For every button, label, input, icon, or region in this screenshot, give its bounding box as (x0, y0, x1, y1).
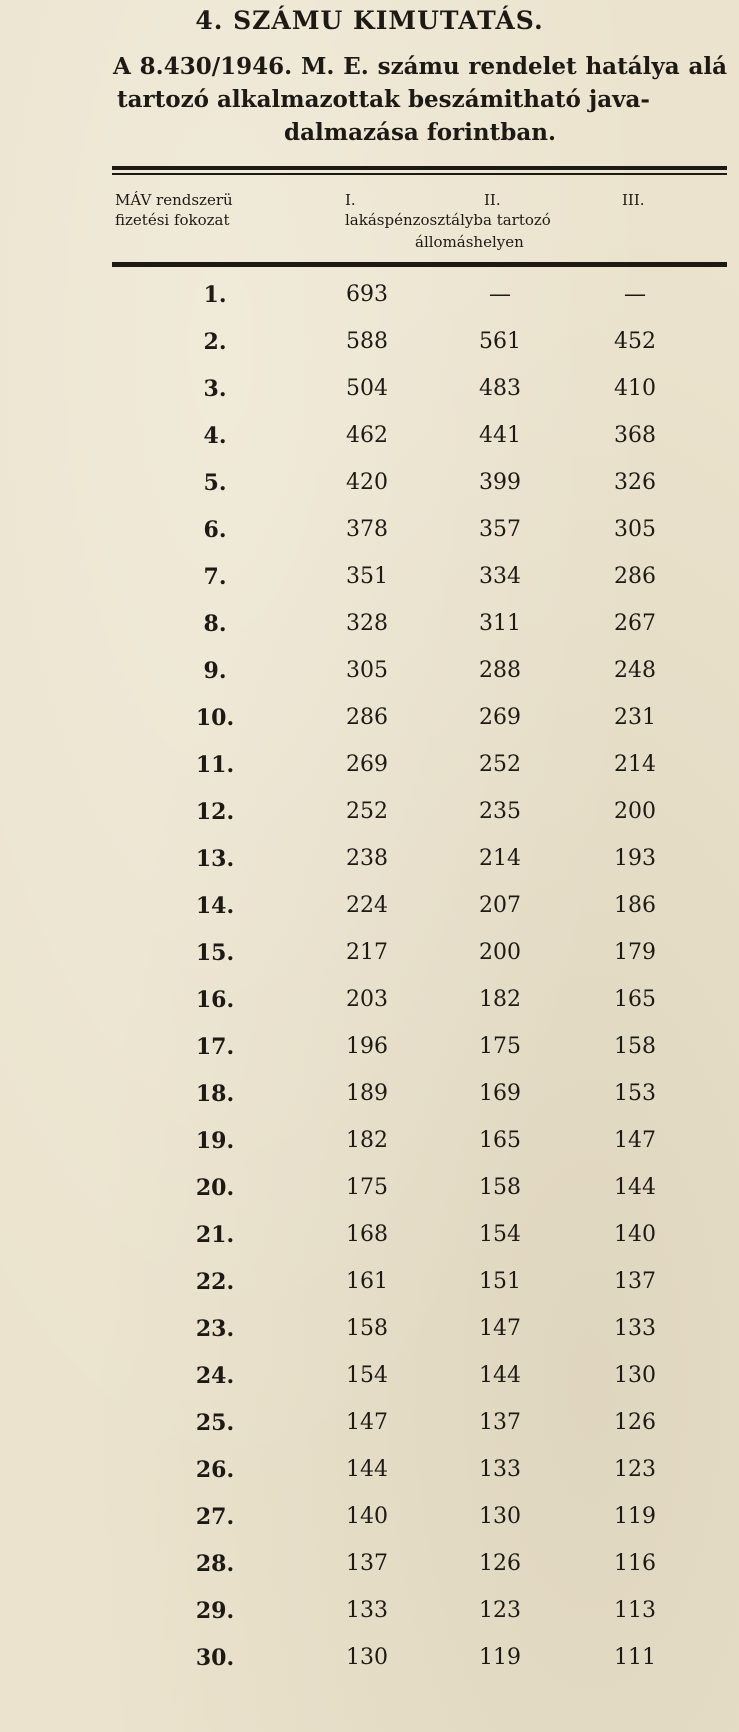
table-row (0, 1547, 739, 1594)
value-cell-i: 351 (346, 564, 388, 589)
table-row (0, 654, 739, 701)
table-row (0, 1312, 739, 1359)
value-cell-i: 328 (346, 611, 388, 636)
grade-cell: 15. (195, 940, 235, 966)
table-row (0, 607, 739, 654)
value-cell-ii: 123 (479, 1598, 521, 1623)
column-header-grade-line2: fizetési fokozat (115, 211, 230, 229)
value-cell-i: 182 (346, 1128, 388, 1153)
value-cell-ii: 154 (479, 1222, 521, 1247)
table-row (0, 1453, 739, 1500)
value-cell-i: 158 (346, 1316, 388, 1341)
table-row (0, 1500, 739, 1547)
grade-cell: 11. (195, 752, 235, 778)
table-row (0, 325, 739, 372)
value-cell-iii: 140 (614, 1222, 656, 1247)
value-cell-iii: 193 (614, 846, 656, 871)
value-cell-iii: 410 (614, 376, 656, 401)
grade-cell: 21. (195, 1222, 235, 1248)
value-cell-i: 224 (346, 893, 388, 918)
value-cell-i: 144 (346, 1457, 388, 1482)
value-cell-ii: 334 (479, 564, 521, 589)
value-cell-iii: — (624, 282, 646, 307)
value-cell-iii: 200 (614, 799, 656, 824)
value-cell-iii: 186 (614, 893, 656, 918)
grade-cell: 14. (195, 893, 235, 919)
value-cell-ii: — (489, 282, 511, 307)
value-cell-iii: 286 (614, 564, 656, 589)
value-cell-i: 252 (346, 799, 388, 824)
grade-cell: 29. (195, 1598, 235, 1624)
value-cell-ii: 169 (479, 1081, 521, 1106)
value-cell-iii: 214 (614, 752, 656, 777)
value-cell-i: 305 (346, 658, 388, 683)
value-cell-ii: 151 (479, 1269, 521, 1294)
grade-cell: 8. (203, 611, 227, 637)
value-cell-ii: 441 (479, 423, 521, 448)
table-row (0, 842, 739, 889)
value-cell-i: 168 (346, 1222, 388, 1247)
value-cell-ii: 214 (479, 846, 521, 871)
table-row (0, 513, 739, 560)
value-cell-i: 693 (346, 282, 388, 307)
value-cell-i: 420 (346, 470, 388, 495)
value-cell-i: 154 (346, 1363, 388, 1388)
grade-cell: 5. (203, 470, 227, 496)
header-rule-thin (112, 173, 727, 175)
table-row (0, 372, 739, 419)
value-cell-ii: 158 (479, 1175, 521, 1200)
value-cell-ii: 207 (479, 893, 521, 918)
table-row (0, 748, 739, 795)
grade-cell: 27. (195, 1504, 235, 1530)
grade-cell: 3. (203, 376, 227, 402)
value-cell-iii: 119 (614, 1504, 656, 1529)
table-row (0, 936, 739, 983)
value-cell-i: 140 (346, 1504, 388, 1529)
column-header-span-line1: lakáspénzosztályba tartozó (345, 211, 551, 229)
value-cell-i: 238 (346, 846, 388, 871)
column-header-i: I. (345, 191, 356, 209)
column-header-iii: III. (622, 191, 645, 209)
grade-cell: 30. (195, 1645, 235, 1671)
value-cell-iii: 248 (614, 658, 656, 683)
grade-cell: 26. (195, 1457, 235, 1483)
table-row (0, 1124, 739, 1171)
value-cell-ii: 483 (479, 376, 521, 401)
value-cell-ii: 126 (479, 1551, 521, 1576)
grade-cell: 17. (195, 1034, 235, 1060)
grade-cell: 12. (195, 799, 235, 825)
value-cell-ii: 165 (479, 1128, 521, 1153)
value-cell-iii: 123 (614, 1457, 656, 1482)
value-cell-iii: 126 (614, 1410, 656, 1435)
page-title: 4. SZÁMU KIMUTATÁS. (195, 6, 544, 35)
grade-cell: 22. (195, 1269, 235, 1295)
value-cell-i: 130 (346, 1645, 388, 1670)
value-cell-ii: 561 (479, 329, 521, 354)
value-cell-i: 175 (346, 1175, 388, 1200)
value-cell-ii: 357 (479, 517, 521, 542)
table-row (0, 560, 739, 607)
grade-cell: 24. (195, 1363, 235, 1389)
table-row (0, 278, 739, 325)
data-table-body (0, 278, 739, 1688)
value-cell-i: 588 (346, 329, 388, 354)
value-cell-iii: 130 (614, 1363, 656, 1388)
grade-cell: 28. (195, 1551, 235, 1577)
grade-cell: 1. (203, 282, 227, 308)
value-cell-iii: 144 (614, 1175, 656, 1200)
value-cell-i: 378 (346, 517, 388, 542)
value-cell-i: 217 (346, 940, 388, 965)
table-row (0, 1030, 739, 1077)
table-row (0, 889, 739, 936)
value-cell-ii: 119 (479, 1645, 521, 1670)
grade-cell: 16. (195, 987, 235, 1013)
value-cell-ii: 235 (479, 799, 521, 824)
value-cell-ii: 147 (479, 1316, 521, 1341)
value-cell-i: 203 (346, 987, 388, 1012)
value-cell-i: 196 (346, 1034, 388, 1059)
value-cell-ii: 133 (479, 1457, 521, 1482)
grade-cell: 13. (195, 846, 235, 872)
column-header-ii: II. (484, 191, 501, 209)
value-cell-ii: 288 (479, 658, 521, 683)
value-cell-ii: 144 (479, 1363, 521, 1388)
subtitle-line: A 8.430/1946. M. E. számu rendelet hatálya (113, 53, 680, 80)
value-cell-i: 161 (346, 1269, 388, 1294)
value-cell-ii: 175 (479, 1034, 521, 1059)
grade-cell: 20. (195, 1175, 235, 1201)
value-cell-iii: 137 (614, 1269, 656, 1294)
value-cell-ii: 269 (479, 705, 521, 730)
table-row (0, 466, 739, 513)
value-cell-i: 269 (346, 752, 388, 777)
table-row (0, 419, 739, 466)
table-row (0, 795, 739, 842)
table-row (0, 1171, 739, 1218)
table-row (0, 1406, 739, 1453)
grade-cell: 4. (203, 423, 227, 449)
value-cell-iii: 305 (614, 517, 656, 542)
table-row (0, 1359, 739, 1406)
subtitle-line: alá tartozó alkalmazottak beszámitható java- (117, 53, 727, 113)
value-cell-iii: 231 (614, 705, 656, 730)
value-cell-ii: 200 (479, 940, 521, 965)
grade-cell: 19. (195, 1128, 235, 1154)
table-row (0, 1641, 739, 1688)
value-cell-iii: 147 (614, 1128, 656, 1153)
grade-cell: 18. (195, 1081, 235, 1107)
value-cell-ii: 182 (479, 987, 521, 1012)
header-rule-thick (112, 166, 727, 170)
grade-cell: 23. (195, 1316, 235, 1342)
value-cell-ii: 130 (479, 1504, 521, 1529)
value-cell-iii: 113 (614, 1598, 656, 1623)
grade-cell: 25. (195, 1410, 235, 1436)
table-row (0, 701, 739, 748)
value-cell-iii: 111 (614, 1645, 656, 1670)
grade-cell: 6. (203, 517, 227, 543)
value-cell-ii: 137 (479, 1410, 521, 1435)
value-cell-iii: 133 (614, 1316, 656, 1341)
value-cell-i: 147 (346, 1410, 388, 1435)
grade-cell: 9. (203, 658, 227, 684)
value-cell-i: 462 (346, 423, 388, 448)
table-row (0, 983, 739, 1030)
value-cell-iii: 368 (614, 423, 656, 448)
value-cell-i: 504 (346, 376, 388, 401)
value-cell-iii: 165 (614, 987, 656, 1012)
value-cell-iii: 116 (614, 1551, 656, 1576)
value-cell-ii: 311 (479, 611, 521, 636)
value-cell-iii: 153 (614, 1081, 656, 1106)
value-cell-ii: 252 (479, 752, 521, 777)
column-header-grade-line1: MÁV rendszerü (115, 191, 233, 209)
table-row (0, 1594, 739, 1641)
value-cell-i: 286 (346, 705, 388, 730)
table-header-rule (112, 262, 727, 267)
value-cell-ii: 399 (479, 470, 521, 495)
value-cell-iii: 267 (614, 611, 656, 636)
value-cell-iii: 179 (614, 940, 656, 965)
column-header-span-line2: állomáshelyen (415, 233, 524, 251)
table-row (0, 1265, 739, 1312)
table-row (0, 1077, 739, 1124)
subtitle-line: dalmazása forintban. (284, 119, 556, 146)
value-cell-i: 133 (346, 1598, 388, 1623)
value-cell-i: 137 (346, 1551, 388, 1576)
grade-cell: 7. (203, 564, 227, 590)
grade-cell: 10. (195, 705, 235, 731)
value-cell-iii: 158 (614, 1034, 656, 1059)
document-subtitle (113, 50, 727, 149)
table-row (0, 1218, 739, 1265)
value-cell-i: 189 (346, 1081, 388, 1106)
value-cell-iii: 326 (614, 470, 656, 495)
value-cell-iii: 452 (614, 329, 656, 354)
grade-cell: 2. (203, 329, 227, 355)
